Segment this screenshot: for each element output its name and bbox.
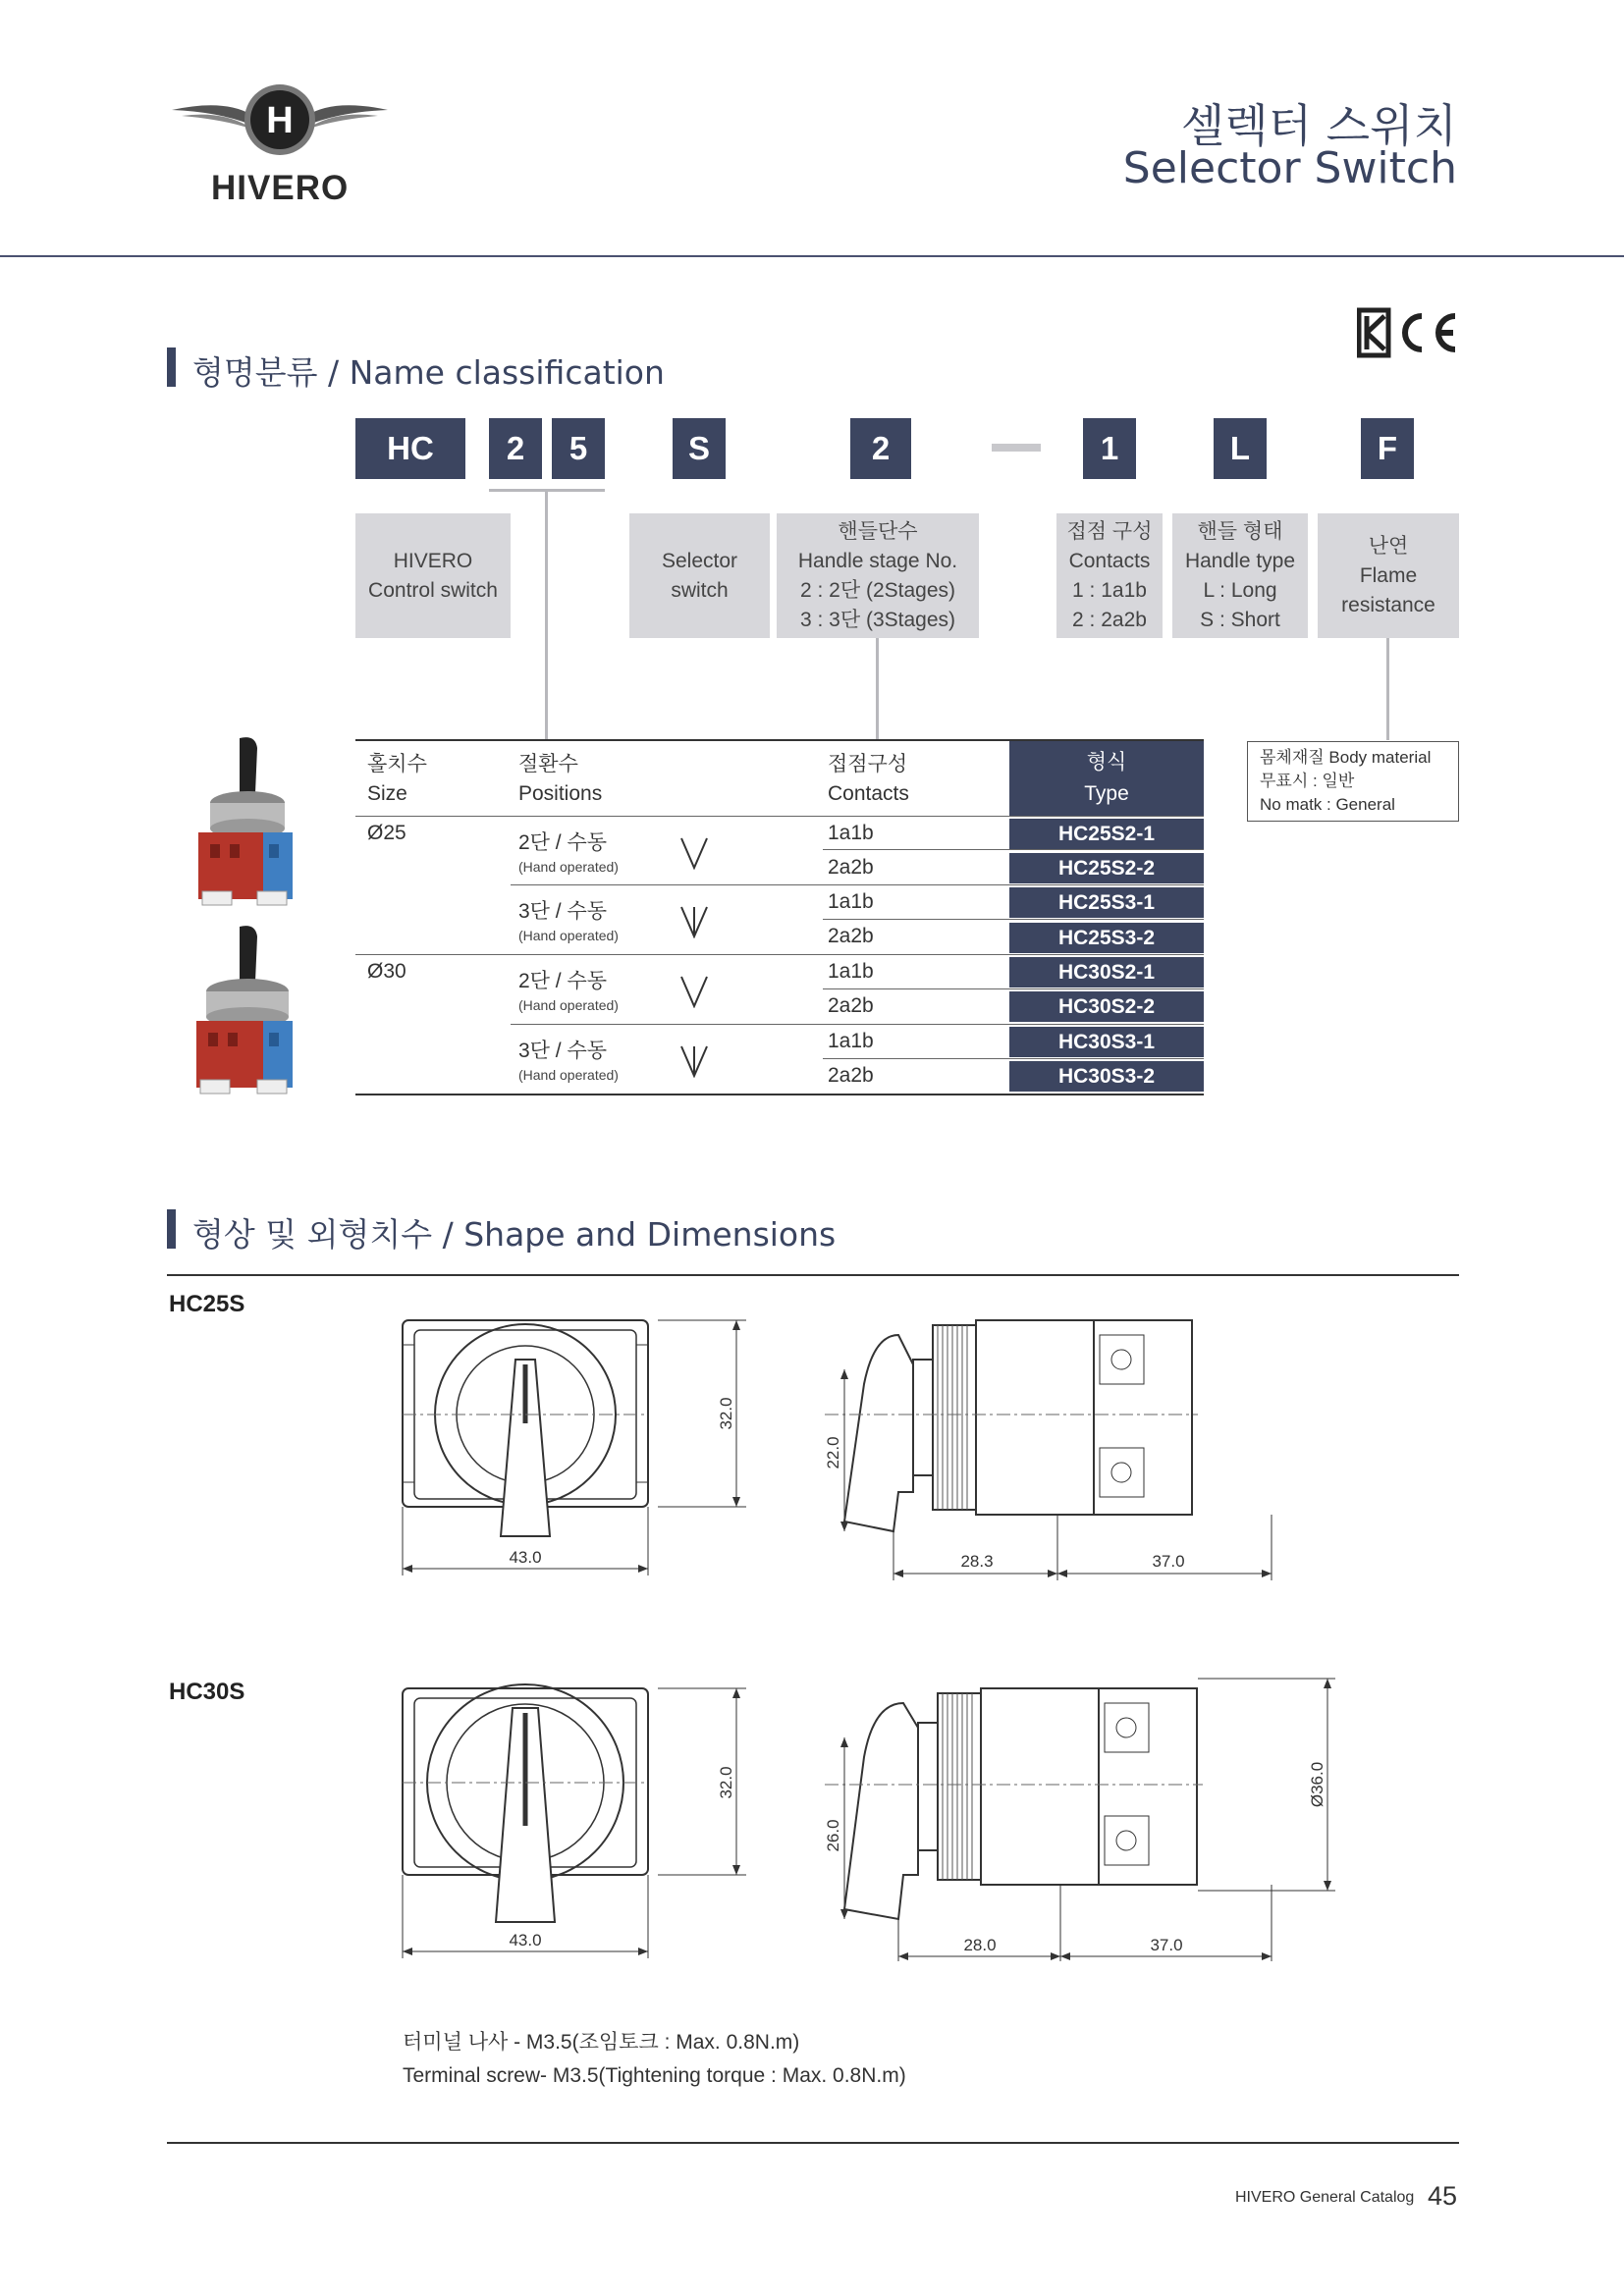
code-box-hc: HC (355, 418, 465, 479)
table-row-rule (823, 988, 1204, 989)
logo (167, 79, 393, 167)
connector-stage (876, 638, 879, 741)
dim-height: 32.0 (717, 1397, 735, 1430)
code-box-2: 2 (489, 418, 542, 479)
position-sublabel: (Hand operated) (518, 1067, 619, 1083)
model-label-hc25s: HC25S (169, 1291, 245, 1317)
type-cell: HC25S2-2 (1009, 853, 1204, 883)
contacts-cell: 2a2b (828, 856, 874, 879)
contacts-cell: 2a2b (828, 994, 874, 1017)
desc-selector: Selector switch (629, 513, 770, 638)
table-row-rule (823, 919, 1204, 920)
desc-hivero: HIVERO Control switch (355, 513, 511, 638)
header-pos-en: Positions (518, 782, 603, 805)
dim-depth-2: 37.0 (1150, 1936, 1183, 1954)
contacts-cell: 1a1b (828, 1030, 874, 1052)
type-cell: HC30S3-2 (1009, 1061, 1204, 1092)
header-pos-ko: 절환수 (518, 753, 578, 775)
size-30: Ø30 (367, 960, 406, 983)
contacts-cell: 1a1b (828, 960, 874, 983)
code-box-1: 1 (1083, 418, 1136, 479)
two-position-icon (679, 975, 709, 1008)
kc-mark-icon (1359, 310, 1388, 355)
product-image-hc30s (189, 923, 306, 1099)
hc30s-side-drawing (805, 1669, 1355, 1963)
code-box-s: S (673, 418, 726, 479)
page-title-ko: 셀렉터 스위치 (1180, 99, 1457, 152)
dim-depth-2: 37.0 (1152, 1552, 1185, 1571)
ce-mark-icon (1405, 316, 1455, 349)
logo-emblem-icon (167, 79, 393, 167)
position-sublabel: (Hand operated) (518, 928, 619, 943)
product-image-hc25s (189, 734, 306, 911)
table-bottom-rule (355, 1094, 1204, 1095)
header-contacts-en: Contacts (828, 782, 909, 805)
dim-width: 43.0 (509, 1931, 542, 1949)
header-type-ko: 형식 (1086, 751, 1127, 774)
section-title-classification: 형명분류 / Name classification (192, 353, 665, 392)
dim-width: 43.0 (509, 1548, 542, 1567)
footer-rule (167, 2142, 1459, 2144)
model-label-hc30s: HC30S (169, 1679, 245, 1705)
header-type-en: Type (1084, 782, 1129, 805)
three-position-icon (679, 1044, 709, 1078)
dim-depth-1: 28.0 (963, 1936, 997, 1954)
desc-contacts: 접점 구성 Contacts 1 : 1a1b 2 : 2a2b (1056, 513, 1163, 638)
desc-flame: 난연 Flame resistance (1318, 513, 1459, 638)
two-position-icon (679, 836, 709, 870)
position-sublabel: (Hand operated) (518, 997, 619, 1013)
contacts-cell: 1a1b (828, 890, 874, 913)
position-label: 3단 / 수동 (518, 1040, 608, 1062)
dim-depth-1: 28.3 (960, 1552, 994, 1571)
certification-marks (1357, 306, 1460, 359)
table-row-rule (511, 884, 1204, 885)
section-title-dimensions: 형상 및 외형치수 / Shape and Dimensions (192, 1215, 837, 1254)
dim-diameter: Ø36.0 (1308, 1761, 1326, 1808)
header-size-en: Size (367, 782, 407, 805)
brand-name: HIVERO (211, 169, 350, 207)
hc25s-front-drawing (393, 1306, 756, 1590)
type-cell: HC25S3-1 (1009, 887, 1204, 918)
section-rule (167, 1274, 1459, 1276)
table-row-rule (511, 1024, 1204, 1025)
type-cell: HC25S2-1 (1009, 819, 1204, 849)
terminal-note: 터미널 나사 - M3.5(조임토크 : Max. 0.8N.m) Terminal screw- M3.5(Tightening torque : Max. 0.8N.m) (403, 2031, 906, 2087)
section-marker (167, 347, 176, 387)
dim-side-height: 22.0 (824, 1436, 842, 1469)
contacts-cell: 2a2b (828, 1064, 874, 1087)
code-box-5: 5 (552, 418, 605, 479)
size-25: Ø25 (367, 822, 406, 844)
header-rule (355, 816, 1204, 817)
code-box-f: F (1361, 418, 1414, 479)
hc25s-side-drawing (805, 1306, 1296, 1590)
position-sublabel: (Hand operated) (518, 859, 619, 875)
footer-catalog: HIVERO General Catalog (1235, 2189, 1415, 2206)
contacts-cell: 1a1b (828, 822, 874, 844)
connector-size (545, 491, 548, 741)
header-size-ko: 홀치수 (367, 753, 427, 775)
table-row-rule (823, 1058, 1204, 1059)
header-type-cell (1009, 741, 1204, 816)
desc-handle-stage: 핸들단수 Handle stage No. 2 : 2단 (2Stages) 3 : 3단 (3Stages) (777, 513, 979, 638)
contacts-cell: 2a2b (828, 925, 874, 947)
position-label: 3단 / 수동 (518, 900, 608, 923)
code-dash (992, 444, 1041, 452)
code-box-l: L (1214, 418, 1267, 479)
dim-side-height: 26.0 (824, 1819, 842, 1852)
svg-text:H: H (266, 100, 294, 141)
header-divider (0, 255, 1624, 257)
table-row-rule (355, 954, 1204, 955)
connector-flame (1386, 638, 1389, 740)
body-material-note: 몸체재질 Body material 무표시 : 일반 No matk : General (1247, 741, 1459, 822)
desc-handle-type: 핸들 형태 Handle type L : Long S : Short (1172, 513, 1308, 638)
header-contacts-ko: 접점구성 (828, 753, 908, 775)
type-cell: HC25S3-2 (1009, 923, 1204, 953)
section-marker (167, 1209, 176, 1249)
type-cell: HC30S2-1 (1009, 957, 1204, 988)
page-number: 45 (1428, 2181, 1458, 2211)
position-label: 2단 / 수동 (518, 831, 608, 854)
code-box-stage: 2 (850, 418, 911, 479)
position-label: 2단 / 수동 (518, 970, 608, 992)
type-cell: HC30S3-1 (1009, 1027, 1204, 1057)
table-row-rule (823, 849, 1204, 850)
hc30s-front-drawing (393, 1669, 756, 1963)
dim-height: 32.0 (717, 1766, 735, 1799)
page-title-en: Selector Switch (1122, 143, 1457, 193)
type-cell: HC30S2-2 (1009, 991, 1204, 1022)
three-position-icon (679, 905, 709, 938)
